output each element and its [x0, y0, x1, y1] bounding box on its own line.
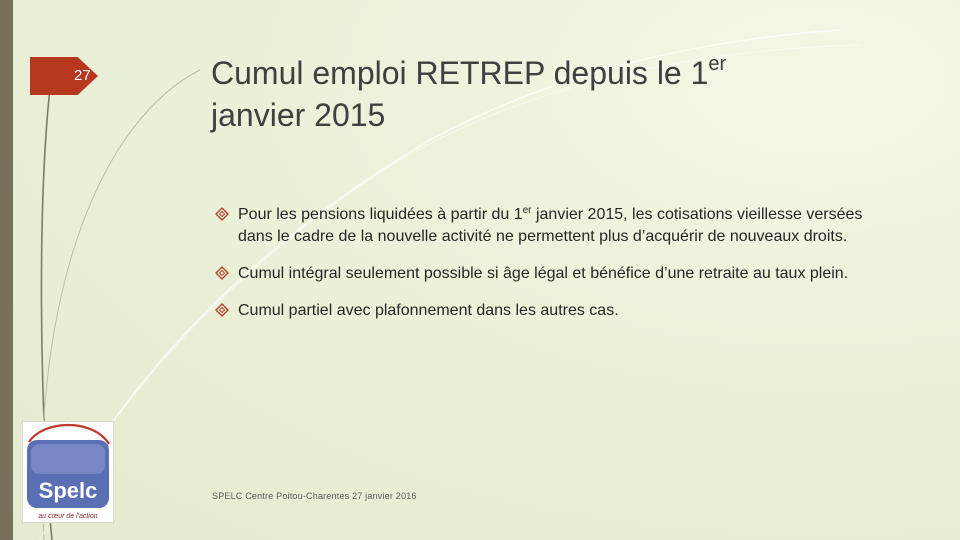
bullet-list: [213, 204, 883, 337]
slide-title: [211, 52, 911, 136]
bullet-item: [213, 204, 883, 248]
spelc-logo-graphic: [23, 422, 113, 522]
bullet-text: Cumul partiel avec plafonnement dans les autres cas.: [238, 302, 619, 319]
page-number: 27: [74, 67, 91, 84]
slide-footer: SPELC Centre Poitou-Charentes 27 janvier 2016: [212, 491, 417, 501]
svg-text:Spelc: Spelc: [38, 478, 98, 503]
diamond-outline-icon: [215, 207, 229, 221]
svg-text:au cœur de l'action: au cœur de l'action: [38, 513, 98, 520]
diamond-outline-icon: [215, 303, 229, 317]
bullet-item: [213, 263, 883, 285]
title-text: Cumul emploi RETREP depuis le 1: [211, 55, 709, 91]
title-superscript: er: [708, 53, 727, 75]
bullet-text: Pour les pensions liquidées à partir du 1: [238, 206, 523, 223]
title-line-2: janvier 2015: [211, 97, 386, 133]
bullet-text: Cumul intégral seulement possible si âge légal et bénéfice d’une retraite au taux plein.: [238, 265, 849, 282]
bullet-text-continued: janvier 2015, les cotisations vieillesse versées dans le cadre de la nouvelle activité ne permettent plus d’acquérir de nouveaux droits.: [238, 206, 863, 245]
bullet-superscript: er: [522, 205, 532, 216]
spelc-logo: [22, 421, 114, 523]
bullet-item: [213, 300, 883, 322]
diamond-outline-icon: [215, 266, 229, 280]
